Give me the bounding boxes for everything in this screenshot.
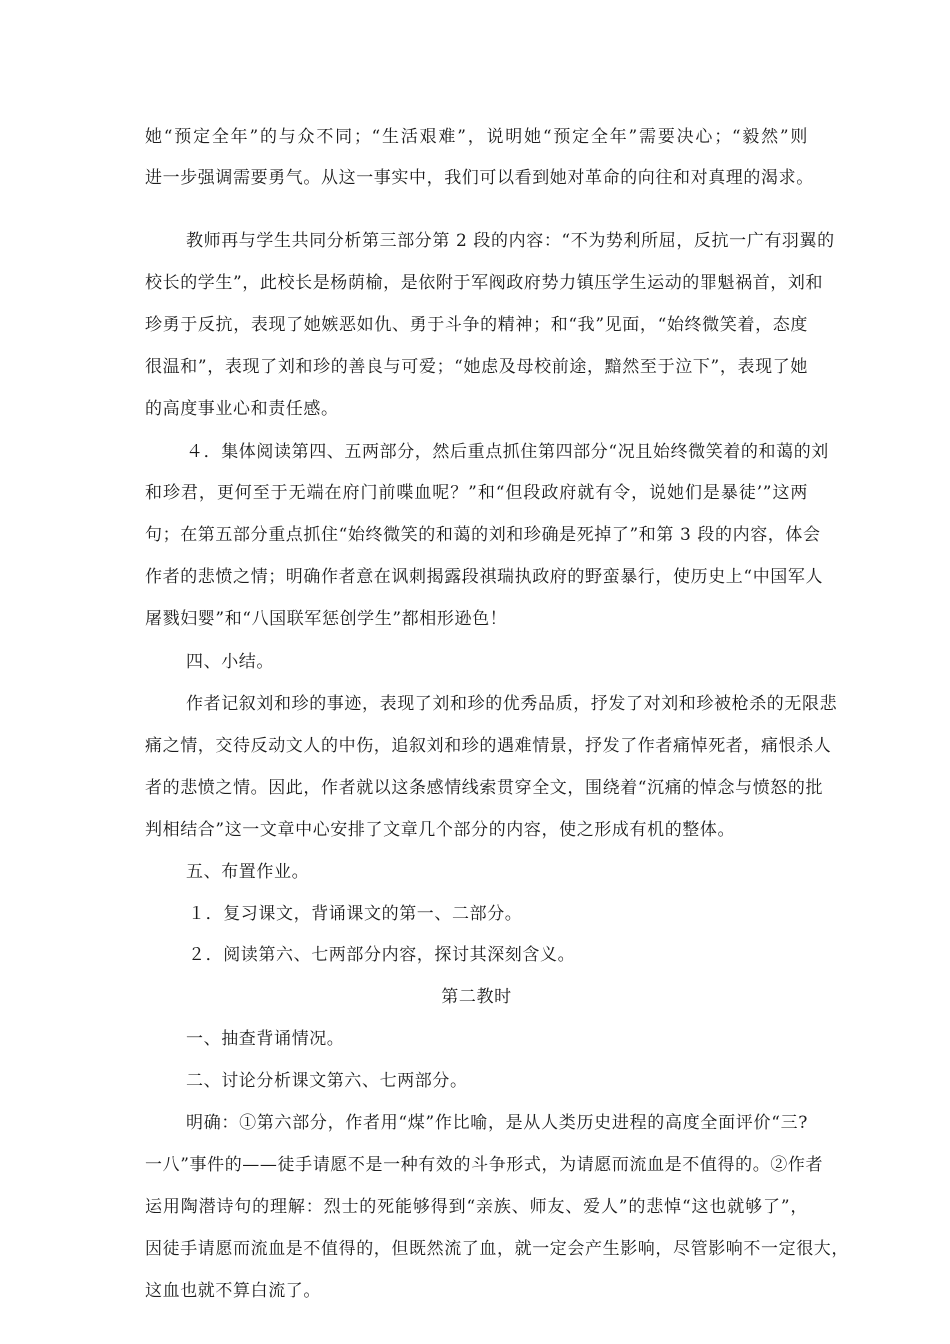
text-line: 她“预定全年”的与众不同；“生活艰难”，说明她“预定全年”需要决心；“毅然”则 — [145, 127, 808, 147]
text-line: 作者记叙刘和珍的事迹，表现了刘和珍的优秀品质，抒发了对刘和珍被枪杀的无限悲 — [186, 694, 838, 714]
text-line: 因徒手请愿而流血是不值得的，但既然流了血，就一定会产生影响，尽管影响不一定很大， — [145, 1239, 849, 1259]
text-line: 很温和”，表现了刘和珍的善良与可爱；“她虑及母校前途，黯然至于泣下”，表现了她 — [145, 357, 808, 377]
text-line: 判相结合”这一文章中心安排了文章几个部分的内容，使之形成有机的整体。 — [145, 820, 736, 840]
list-item: １．复习课文，背诵课文的第一、二部分。 — [188, 904, 523, 924]
text-line: 者的悲愤之情。因此，作者就以这条感情线索贯穿全文，围绕着“沉痛的悼念与愤怒的批 — [145, 778, 824, 798]
text-line: 句；在第五部分重点抓住“始终微笑的和蔼的刘和珍确是死掉了”和第 3 段的内容，体会 — [145, 525, 821, 545]
text-line: 运用陶潜诗句的理解：烈士的死能够得到“亲族、师友、爱人”的悲悼“这也就够了”， — [145, 1197, 808, 1217]
text-line: 和珍君，更何至于无端在府门前喋血呢？”和“但段政府就有令，说她们是暴徒’”这两 — [145, 483, 808, 503]
text-line: 的高度事业心和责任感。 — [145, 399, 339, 419]
section-heading: 四、小结。 — [186, 652, 274, 672]
text-line: 明确：①第六部分，作者用“煤”作比喻，是从人类历史进程的高度全面评价“三? — [186, 1113, 808, 1133]
text-line: 校长的学生”，此校长是杨荫榆，是依附于军阀政府势力镇压学生运动的罪魁祸首，刘和 — [145, 273, 824, 293]
text-line: 进一步强调需要勇气。从这一事实中，我们可以看到她对革命的向往和对真理的渴求。 — [145, 168, 814, 188]
text-line: 屠戮妇婴”和“八国联军惩创学生”都相形逊色！ — [145, 609, 508, 629]
section-heading: 五、布置作业。 — [186, 862, 310, 882]
text-line: 教师再与学生共同分析第三部分第 2 段的内容：“不为势利所屈，反抗一广有羽翼的 — [186, 231, 835, 251]
section-heading: 一、抽查背诵情况。 — [186, 1029, 345, 1049]
lesson-title: 第二教时 — [441, 987, 512, 1007]
text-line: 痛之情，交待反动文人的中伤，追叙刘和珍的遇难情景，抒发了作者痛悼死者，痛恨杀人 — [145, 736, 832, 756]
text-line: 一八”事件的——徒手请愿不是一种有效的斗争形式，为请愿而流血是不值得的。②作者 — [145, 1155, 824, 1175]
text-line: 这血也就不算白流了。 — [145, 1281, 321, 1301]
text-line: 作者的悲愤之情；明确作者意在讽刺揭露段祺瑞执政府的野蛮暴行，使历史上“中国军人 — [145, 567, 824, 587]
list-item: ２．阅读第六、七两部分内容，探讨其深刻含义。 — [188, 945, 576, 965]
text-line: ４．集体阅读第四、五两部分，然后重点抓住第四部分“况且始终微笑着的和蔼的刘 — [186, 442, 829, 462]
text-line: 珍勇于反抗，表现了她嫉恶如仇、勇于斗争的精神；和“我”见面，“始终微笑着，态度 — [145, 315, 808, 335]
section-heading: 二、讨论分析课文第六、七两部分。 — [186, 1071, 468, 1091]
